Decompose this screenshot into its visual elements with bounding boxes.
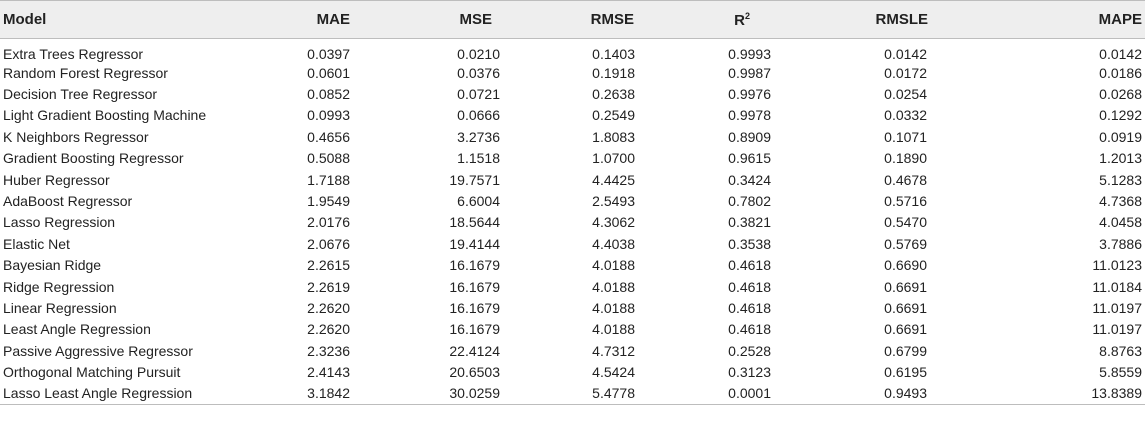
cell-model: K Neighbors Regressor <box>3 128 149 145</box>
table-row <box>0 190 1145 211</box>
table-row <box>0 105 1145 126</box>
cell-mse: 0.0666 <box>457 107 500 124</box>
cell-rmsle: 0.0254 <box>884 86 927 103</box>
cell-model: Extra Trees Regressor <box>3 46 144 62</box>
cell-rmse: 0.2549 <box>592 107 635 124</box>
table-row <box>0 319 1145 340</box>
cell-r2: 0.3424 <box>728 171 771 188</box>
table-row <box>0 39 1145 63</box>
cell-mape: 11.0123 <box>1092 257 1142 274</box>
cell-rmse: 0.2638 <box>592 86 635 103</box>
cell-model: Gradient Boosting Regressor <box>3 150 184 167</box>
cell-rmse: 0.1403 <box>592 46 635 62</box>
table-row <box>0 383 1145 404</box>
cell-r2: 0.9976 <box>728 86 771 103</box>
cell-model: Bayesian Ridge <box>3 257 102 274</box>
cell-mae: 0.0852 <box>307 86 350 103</box>
cell-rmsle: 0.5716 <box>884 193 927 210</box>
cell-mae: 1.7188 <box>307 171 350 188</box>
cell-mse: 1.1518 <box>457 150 500 167</box>
cell-mape: 5.8559 <box>1099 364 1142 381</box>
cell-rmse: 4.4425 <box>592 171 635 188</box>
cell-rmse: 1.0700 <box>592 150 635 167</box>
cell-rmsle: 0.6799 <box>884 342 927 359</box>
cell-mae: 2.3236 <box>307 342 350 359</box>
cell-mse: 19.4144 <box>449 235 500 252</box>
table-header <box>0 1 1145 39</box>
cell-r2: 0.4618 <box>728 321 771 338</box>
cell-r2: 0.4618 <box>728 299 771 316</box>
table-row <box>0 148 1145 169</box>
cell-rmse: 4.7312 <box>592 342 635 359</box>
cell-mse: 0.0376 <box>457 64 500 81</box>
header-r2-superscript: 2 <box>744 10 750 21</box>
cell-rmsle: 0.6691 <box>884 321 927 338</box>
cell-mae: 0.0993 <box>307 107 350 124</box>
cell-r2: 0.3538 <box>728 235 771 252</box>
cell-mse: 6.6004 <box>457 193 500 210</box>
cell-r2: 0.0001 <box>728 385 771 402</box>
cell-mae: 3.1842 <box>307 385 350 402</box>
cell-mape: 0.0919 <box>1099 128 1142 145</box>
cell-mape: 11.0197 <box>1092 299 1142 316</box>
header-rmse: RMSE <box>590 11 634 28</box>
table-body <box>0 39 1145 405</box>
cell-r2: 0.9993 <box>728 46 771 62</box>
header-mape: MAPE <box>1098 11 1142 28</box>
cell-rmse: 4.0188 <box>592 257 635 274</box>
cell-model: Decision Tree Regressor <box>3 86 158 103</box>
cell-mape: 8.8763 <box>1099 342 1142 359</box>
table-row <box>0 83 1145 104</box>
header-mae: MAE <box>316 11 350 28</box>
cell-r2: 0.9615 <box>728 150 771 167</box>
cell-mape: 13.8389 <box>1091 385 1142 402</box>
table-row <box>0 212 1145 233</box>
cell-rmsle: 0.0332 <box>884 107 927 124</box>
cell-mae: 0.5088 <box>307 150 350 167</box>
cell-model: Light Gradient Boosting Machine <box>3 107 207 124</box>
cell-mse: 0.0210 <box>457 46 500 62</box>
cell-model: Random Forest Regressor <box>3 64 168 81</box>
cell-mape: 4.0458 <box>1099 214 1142 231</box>
cell-rmse: 4.0188 <box>592 321 635 338</box>
cell-rmse: 4.5424 <box>592 364 635 381</box>
cell-mape: 0.0186 <box>1099 64 1142 81</box>
cell-mse: 20.6503 <box>449 364 500 381</box>
cell-mae: 1.9549 <box>307 193 350 210</box>
header-rmsle: RMSLE <box>875 11 928 28</box>
cell-rmse: 4.3062 <box>592 214 635 231</box>
cell-mape: 4.7368 <box>1099 193 1142 210</box>
cell-mse: 16.1679 <box>449 278 500 295</box>
cell-mae: 2.0676 <box>307 235 350 252</box>
cell-mape: 11.0184 <box>1092 278 1142 295</box>
cell-r2: 0.2528 <box>728 342 771 359</box>
table-row <box>0 233 1145 254</box>
cell-model: Least Angle Regression <box>3 321 151 338</box>
cell-mae: 2.2615 <box>307 257 350 274</box>
cell-rmsle: 0.1890 <box>884 150 927 167</box>
cell-mape: 3.7886 <box>1099 235 1142 252</box>
cell-model: Huber Regressor <box>3 171 110 188</box>
table-row <box>0 169 1145 190</box>
cell-mse: 19.7571 <box>449 171 500 188</box>
cell-rmsle: 0.6690 <box>884 257 927 274</box>
cell-mae: 0.0601 <box>307 64 350 81</box>
cell-model: Passive Aggressive Regressor <box>3 342 193 359</box>
cell-mae: 2.4143 <box>307 364 350 381</box>
cell-mape: 11.0197 <box>1092 321 1142 338</box>
cell-model: Orthogonal Matching Pursuit <box>3 364 181 381</box>
header-mse: MSE <box>459 11 492 28</box>
cell-mse: 18.5644 <box>449 214 500 231</box>
cell-rmse: 1.8083 <box>592 128 635 145</box>
cell-r2: 0.4618 <box>728 278 771 295</box>
cell-mae: 0.4656 <box>307 128 350 145</box>
cell-mae: 2.2620 <box>307 321 350 338</box>
header-r2-base: R <box>734 11 745 29</box>
cell-mse: 16.1679 <box>449 321 500 338</box>
cell-rmse: 0.1918 <box>592 64 635 81</box>
header-row <box>0 1 1145 39</box>
table-row <box>0 297 1145 318</box>
cell-r2: 0.8909 <box>728 128 771 145</box>
table-row <box>0 126 1145 147</box>
cell-mse: 30.0259 <box>449 385 500 402</box>
cell-rmse: 5.4778 <box>592 385 635 402</box>
cell-rmse: 2.5493 <box>592 193 635 210</box>
cell-r2: 0.9987 <box>728 64 771 81</box>
cell-rmsle: 0.5470 <box>884 214 927 231</box>
cell-rmsle: 0.4678 <box>884 171 927 188</box>
cell-mse: 0.0721 <box>457 86 500 103</box>
cell-model: Linear Regression <box>3 299 117 316</box>
table-row <box>0 340 1145 361</box>
cell-rmse: 4.0188 <box>592 278 635 295</box>
cell-model: Lasso Least Angle Regression <box>3 385 193 402</box>
cell-mae: 2.2619 <box>307 278 350 295</box>
cell-mape: 0.0142 <box>1099 46 1142 62</box>
cell-r2: 0.4618 <box>728 257 771 274</box>
cell-r2: 0.7802 <box>728 193 771 210</box>
cell-r2: 0.3123 <box>728 364 771 381</box>
cell-rmsle: 0.0142 <box>884 46 927 62</box>
cell-mse: 16.1679 <box>449 299 500 316</box>
cell-mape: 0.1292 <box>1099 107 1142 124</box>
cell-r2: 0.3821 <box>728 214 771 231</box>
cell-mape: 5.1283 <box>1099 171 1142 188</box>
cell-rmsle: 0.6691 <box>884 278 927 295</box>
cell-model: Ridge Regression <box>3 278 115 295</box>
cell-mape: 0.0268 <box>1099 86 1142 103</box>
cell-rmsle: 0.0172 <box>884 64 927 81</box>
table-row <box>0 276 1145 297</box>
table-row <box>0 255 1145 276</box>
cell-mae: 0.0397 <box>307 46 350 62</box>
cell-mape: 1.2013 <box>1099 150 1142 167</box>
table-row <box>0 361 1145 382</box>
header-model: Model <box>3 11 47 28</box>
cell-rmse: 4.4038 <box>592 235 635 252</box>
cell-mae: 2.0176 <box>307 214 350 231</box>
cell-mse: 3.2736 <box>457 128 500 145</box>
cell-rmsle: 0.6691 <box>884 299 927 316</box>
cell-r2: 0.9978 <box>728 107 771 124</box>
header-r2 <box>642 1 779 39</box>
cell-mae: 2.2620 <box>307 299 350 316</box>
cell-rmsle: 0.5769 <box>884 235 927 252</box>
cell-model: Lasso Regression <box>3 214 116 231</box>
cell-rmsle: 0.6195 <box>884 364 927 381</box>
cell-mse: 16.1679 <box>449 257 500 274</box>
cell-rmse: 4.0188 <box>592 299 635 316</box>
cell-rmsle: 0.9493 <box>884 385 927 402</box>
cell-mse: 22.4124 <box>449 342 500 359</box>
table-row <box>0 62 1145 83</box>
cell-model: AdaBoost Regressor <box>3 193 133 210</box>
cell-model: Elastic Net <box>3 235 70 252</box>
cell-rmsle: 0.1071 <box>884 128 927 145</box>
